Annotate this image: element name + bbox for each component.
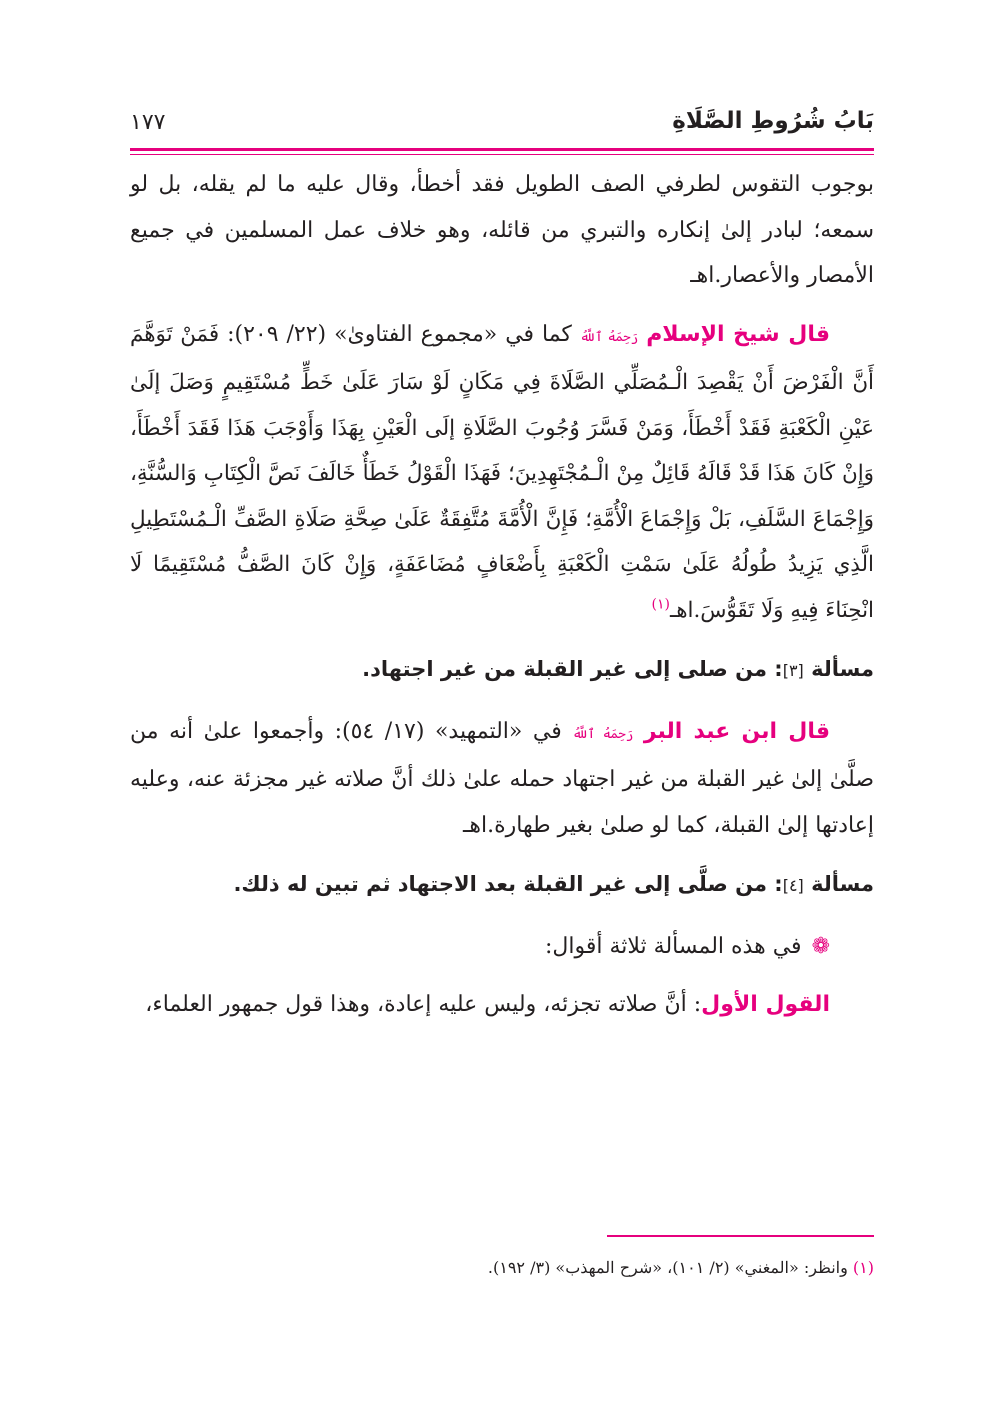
paragraph-text: بوجوب التقوس لطرفي الصف الطويل فقد أخطأ، وقال عليه ما لم يقله، بل لو سمعه؛ لبادر إلىٰ إنكاره والتبري من قائله، وهو خلاف عمل المسلمين في جميع الأمصار والأعصار.اهـ: [130, 172, 874, 288]
paragraph-text: : أنَّ صلاته تجزئه، وليس عليه إعادة، وهذا قول جمهور العلماء،: [145, 992, 702, 1017]
footnote: [130, 1255, 874, 1281]
paragraph-ibn-taymiyyah: [130, 312, 874, 634]
heading-text: : من صلَّى إلى غير القبلة بعد الاجتهاد ثم تبين له ذلك.: [233, 872, 783, 896]
page-body: [130, 162, 874, 1041]
heading-label: مسألة: [803, 872, 874, 896]
heading-number: [٤]: [782, 876, 804, 895]
heading-number: [٣]: [782, 661, 804, 680]
heading-text: : من صلى إلى غير القبلة من غير اجتهاد.: [362, 657, 783, 681]
footnote-text: وانظر: «المغني» (٢/ ١٠١)، «شرح المهذب» (٣/ ١٩٢).: [487, 1258, 853, 1277]
heading-label: مسألة: [803, 657, 874, 681]
issue-heading-4: [130, 862, 874, 909]
paragraph-continuation: [130, 162, 874, 299]
honorific-glyph: رَحِمَهُ ٱللَّهُ: [572, 726, 634, 742]
flower-ornament-icon: ❁: [811, 933, 830, 959]
honorific-glyph: رَحِمَهُ ٱللَّهُ: [579, 329, 639, 345]
header-rule-thick: [130, 148, 874, 151]
paragraph-first-opinion: [130, 982, 874, 1028]
chapter-title: بَابُ شُرُوطِ الصَّلَاةِ: [672, 108, 874, 134]
footnote-separator: [607, 1235, 874, 1237]
page-number: ١٧٧: [130, 110, 166, 135]
quoted-text: فَمَنْ تَوَهَّمَ أَنَّ الْفَرْضَ أَنْ يَقْصِدَ الْـمُصَلِّي الصَّلَاةَ فِي مَكَانٍ لَوْ سَارَ عَلَىٰ خَطٍّ مُسْتَقِيمٍ وَصَلَ إلَىٰ عَيْنِ الْكَعْبَةِ فَقَدْ أَخْطَأَ، وَمَنْ فَسَّرَ وُجُوبَ الصَّلَاةِ إلَى الْعَيْنِ بِهَذَا وَأَوْجَبَ هَذَا فَقَدَ أَخْطَأَ، وَإِنْ كَانَ هَذَا قَدْ قَالَهُ قَائِلٌ مِنْ الْـمُجْتَهِدِينَ؛ فَهَذَا الْقَوْلُ خَطَأٌ خَالَفَ نَصَّ الْكِتَابِ وَالسُّنَّةِ، وَإِجْمَاعَ السَّلَفِ، بَلْ وَإِجْمَاعَ الْأُمَّةِ؛ فَإِنَّ الْأُمَّةَ مُتَّفِقَةٌ عَلَىٰ صِحَّةِ صَلَاةِ الصَّفِّ الْـمُسْتَطِيلِ الَّذِي يَزِيدُ طُولُهُ عَلَىٰ سَمْتِ الْكَعْبَةِ بِأَضْعَافٍ مُضَاعَفَةٍ، وَإِنْ كَانَ الصَّفُّ مُسْتَقِيمًا لَا انْحِنَاءَ فِيهِ وَلَا تَقَوُّسَ.اهـ: [130, 321, 874, 623]
paragraph-text: في «التمهيد» (١٧/ ٥٤): وأجمعوا علىٰ أنه من صلَّىٰ إلىٰ غير القبلة من غير اجتهاد حمله علىٰ ذلك أنَّ صلاته غير مجزئة عنه، وعليه إعادتها إلىٰ القبلة، كما لو صلىٰ بغير طهارة.اهـ: [130, 718, 874, 838]
page-header: [130, 104, 874, 146]
source-citation: كما في «مجموع الفتاوىٰ» (٢٢/ ٢٠٩):: [219, 321, 580, 347]
paragraph-text: في هذه المسألة ثلاثة أقوال:: [545, 933, 802, 959]
header-rule-thin: [130, 154, 874, 155]
footnote-mark: (١): [852, 1258, 874, 1277]
issue-heading-3: [130, 647, 874, 694]
speaker-name: قال شيخ الإسلام: [646, 321, 831, 347]
paragraph-opinions-intro: [130, 924, 874, 970]
paragraph-ibn-abd-al-barr: [130, 709, 874, 849]
speaker-name: قال ابن عبد البر: [643, 718, 831, 744]
opinion-label: القول الأول: [701, 992, 830, 1017]
footnote-reference: (١): [651, 596, 670, 613]
